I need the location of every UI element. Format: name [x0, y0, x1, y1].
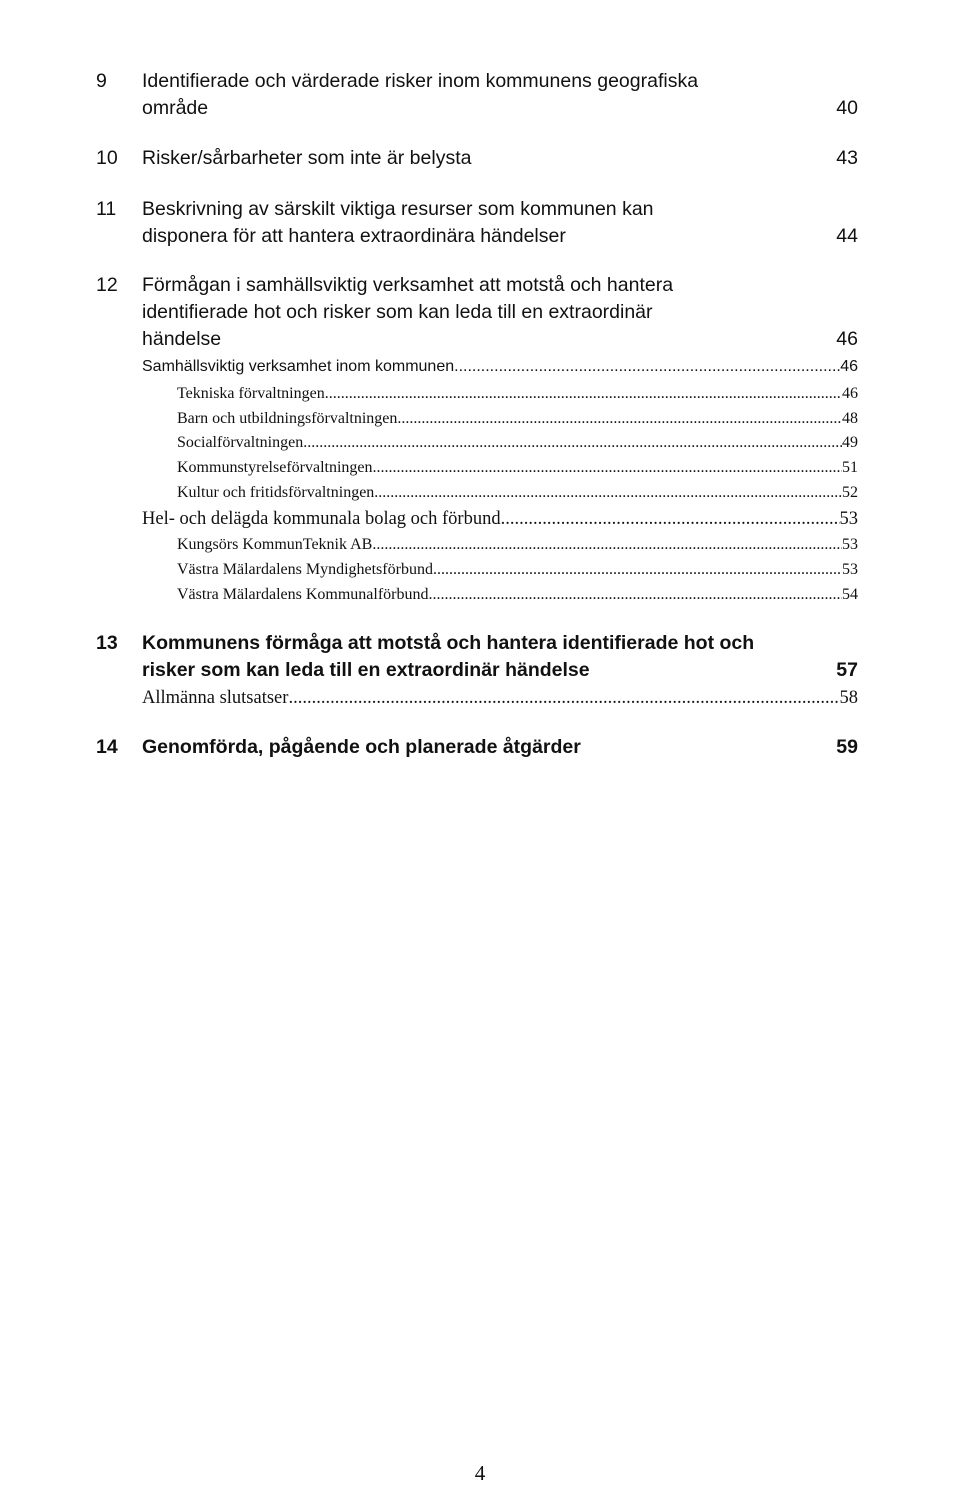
toc-subentry[interactable] [177, 482, 858, 504]
toc-subentry[interactable] [177, 584, 858, 606]
toc-entry-page: 46 [836, 328, 858, 350]
toc-dot-leader [303, 432, 842, 454]
toc-entry-title: identifierade hot och risker som kan leda till en extraordinär [142, 301, 653, 323]
toc-entry-title: risker som kan leda till en extraordinär händelse [142, 659, 590, 681]
toc-subentry-title: Kommunstyrelseförvaltningen [177, 459, 373, 476]
toc-entry-page: 57 [836, 659, 858, 681]
toc-dot-leader [288, 686, 839, 710]
toc-entry-page: 59 [836, 736, 858, 758]
toc-subentry-page: 53 [839, 509, 858, 529]
toc-subentry[interactable] [177, 534, 858, 556]
toc-entry-title: Genomförda, pågående och planerade åtgärder [142, 736, 581, 758]
toc-dot-leader [459, 356, 841, 378]
toc-dot-leader [374, 482, 842, 504]
toc-entry-title: disponera för att hantera extraordinära händelser [142, 225, 566, 247]
toc-dot-leader [372, 534, 842, 556]
toc-subentry-page: 48 [842, 410, 858, 427]
toc-subentry[interactable] [177, 408, 858, 430]
toc-entry-title: Kommunens förmåga att motstå och hantera identifierade hot och [142, 632, 755, 654]
toc-entry-number: 11 [96, 198, 117, 220]
toc-subentry-page: 53 [842, 536, 858, 553]
toc-entry-title: Förmågan i samhällsviktig verksamhet att motstå och hantera [142, 274, 674, 296]
toc-subentry[interactable] [177, 383, 858, 405]
toc-entry-title: händelse [142, 328, 222, 350]
toc-entry-page: 40 [836, 97, 858, 119]
toc-subentry-page: 51 [842, 459, 858, 476]
toc-subentry[interactable] [177, 457, 858, 479]
toc-subentry-page: 53 [842, 561, 858, 578]
toc-subentry-page: 46 [840, 358, 858, 375]
toc-subentry-page: 49 [842, 434, 858, 451]
toc-subentry-page: 52 [842, 484, 858, 501]
toc-subentry-title: Västra Mälardalens Myndighetsförbund [177, 561, 433, 578]
toc-dot-leader [501, 507, 840, 531]
toc-entry-number: 14 [96, 736, 118, 758]
toc-subentry[interactable] [142, 507, 858, 531]
toc-subentry-title: Kultur och fritidsförvaltningen [177, 484, 375, 501]
toc-entry-title: Beskrivning av särskilt viktiga resurser som kommunen kan [142, 198, 654, 220]
toc-subentry[interactable] [142, 686, 858, 710]
toc-subentry[interactable] [177, 559, 858, 581]
toc-subentry-title: Socialförvaltningen [177, 434, 304, 451]
toc-entry-number: 13 [96, 632, 118, 654]
toc-subentry[interactable] [177, 432, 858, 454]
toc-subentry-title: Kungsörs KommunTeknik AB [177, 536, 373, 553]
toc-entry-number: 10 [96, 147, 118, 169]
toc-entry-title: Identifierade och värderade risker inom kommunens geografiska [142, 70, 699, 92]
toc-dot-leader [397, 408, 842, 430]
toc-subentry-title: Barn och utbildningsförvaltningen [177, 410, 398, 427]
toc-subentry-title: Samhällsviktig verksamhet inom kommunen. [142, 358, 459, 375]
toc-dot-leader [325, 383, 842, 405]
toc-entry-page: 43 [836, 147, 858, 169]
toc-entry-number: 12 [96, 274, 118, 296]
toc-subentry-title: Allmänna slutsatser [142, 688, 289, 708]
toc-entry-title: område [142, 97, 209, 119]
page-number: 4 [474, 1461, 486, 1485]
toc-dot-leader [433, 559, 842, 581]
toc-subentry[interactable] [142, 356, 858, 378]
toc-subentry-page: 54 [842, 586, 858, 603]
toc-dot-leader [373, 457, 842, 479]
toc-subentry-title: Tekniska förvaltningen [177, 385, 325, 402]
toc-subentry-title: Hel- och delägda kommunala bolag och förbund [142, 509, 501, 529]
toc-entry-title: Risker/sårbarheter som inte är belysta [142, 147, 472, 169]
toc-subentry-title: Västra Mälardalens Kommunalförbund [177, 586, 429, 603]
toc-subentry-page: 58 [839, 688, 858, 708]
toc-entry-page: 44 [836, 225, 858, 247]
toc-subentry-page: 46 [842, 385, 858, 402]
toc-entry-number: 9 [96, 70, 107, 92]
toc-dot-leader [428, 584, 842, 606]
